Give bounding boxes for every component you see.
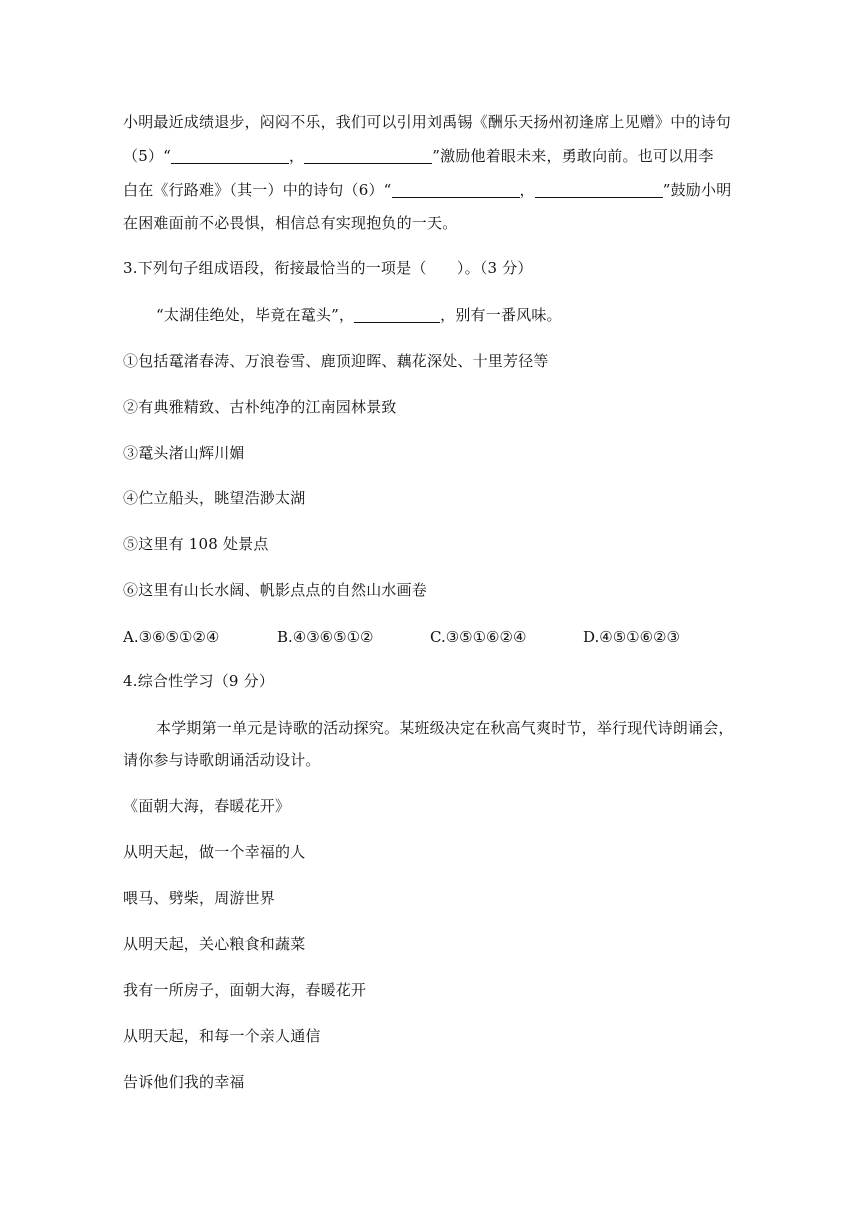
q3-item-5 xyxy=(123,534,269,554)
q4-intro-line-1 xyxy=(156,718,734,738)
q3-item-text: ③鼋头渚山辉川媚 xyxy=(123,444,245,462)
poem-line-text: 从明天起，和每一个亲人通信 xyxy=(123,1027,321,1045)
q3-item-2 xyxy=(123,397,397,417)
q3-option-label: B.④③⑥⑤①② xyxy=(277,628,374,646)
q2-text-3b: ， xyxy=(519,181,535,199)
q4-intro-text-1: 本学期第一单元是诗歌的活动探究。某班级决定在秋高气爽时节，举行现代诗朗诵会， xyxy=(156,719,734,737)
q4-intro-line-2 xyxy=(123,750,321,770)
poem-line-text: 我有一所房子，面朝大海，春暖花开 xyxy=(123,981,367,999)
q3-option-c[interactable] xyxy=(430,627,526,647)
poem-line-2 xyxy=(123,888,275,908)
poem-line-text: 从明天起，做一个幸福的人 xyxy=(123,843,306,861)
q4-intro-text-2: 请你参与诗歌朗诵活动设计。 xyxy=(123,751,321,769)
answer-blank-6a[interactable] xyxy=(392,181,520,198)
q2-text-2b: ， xyxy=(289,147,305,165)
q3-item-text: ②有典雅精致、古朴纯净的江南园林景致 xyxy=(123,398,397,416)
q3-item-6 xyxy=(123,580,427,600)
q2-text-2c: ”激励他着眼未来，勇敢向前。也可以用李 xyxy=(432,147,714,165)
poem-line-6 xyxy=(123,1072,245,1092)
q3-stem-b: ，别有一番风味。 xyxy=(440,306,562,324)
q3-item-text: ⑤这里有 108 处景点 xyxy=(123,535,269,553)
q3-item-4 xyxy=(123,488,305,508)
q3-item-text: ④伫立船头，眺望浩渺太湖 xyxy=(123,489,306,507)
q3-title-text: 3.下列句子组成语段，衔接最恰当的一项是（ ）。（3 分） xyxy=(123,259,533,277)
q3-stem xyxy=(156,305,562,325)
q2-text-2a: （5）“ xyxy=(123,147,172,165)
q3-option-d[interactable] xyxy=(583,627,680,647)
q3-item-text: ⑥这里有山长水阔、帆影点点的自然山水画卷 xyxy=(123,581,428,599)
q3-option-label: C.③⑤①⑥②④ xyxy=(430,628,527,646)
q3-title xyxy=(123,258,533,278)
poem-line-5 xyxy=(123,1026,321,1046)
q3-option-a[interactable] xyxy=(123,627,219,647)
q3-option-b[interactable] xyxy=(277,627,373,647)
q3-stem-blank[interactable] xyxy=(354,306,440,323)
poem-line-text: 从明天起，关心粮食和蔬菜 xyxy=(123,935,306,953)
q2-text-4: 在困难面前不必畏惧，相信总有实现抱负的一天。 xyxy=(123,214,458,232)
q3-option-label: A.③⑥⑤①②④ xyxy=(123,628,220,646)
poem-line-3 xyxy=(123,934,305,954)
q2-line-1 xyxy=(123,112,731,132)
q3-item-3 xyxy=(123,443,245,463)
poem-title xyxy=(123,796,290,816)
q4-title-text: 4.综合性学习（9 分） xyxy=(123,672,275,690)
poem-line-4 xyxy=(123,980,366,1000)
q2-line-2 xyxy=(123,146,714,166)
q3-stem-a: “太湖佳绝处，毕竟在鼋头”， xyxy=(156,306,355,324)
answer-blank-6b[interactable] xyxy=(535,181,663,198)
q2-text-3c: ”鼓励小明 xyxy=(662,181,732,199)
q4-title xyxy=(123,671,274,691)
answer-blank-5a[interactable] xyxy=(171,147,289,164)
q3-item-1 xyxy=(123,351,549,371)
poem-title-text: 《面朝大海，春暖花开》 xyxy=(123,797,291,815)
q2-text-3a: 白在《行路难》（其一）中的诗句（6）“ xyxy=(123,181,392,199)
q3-item-text: ①包括鼋渚春涛、万浪卷雪、鹿顶迎晖、藕花深处、十里芳径等 xyxy=(123,352,549,370)
q3-option-label: D.④⑤①⑥②③ xyxy=(583,628,680,646)
answer-blank-5b[interactable] xyxy=(304,147,432,164)
poem-line-1 xyxy=(123,842,305,862)
poem-line-text: 喂马、劈柴，周游世界 xyxy=(123,889,276,907)
q2-text-1: 小明最近成绩退步，闷闷不乐，我们可以引用刘禹锡《酬乐天扬州初逢席上见赠》中的诗句 xyxy=(123,113,732,131)
poem-line-text: 告诉他们我的幸福 xyxy=(123,1073,245,1091)
q2-line-3 xyxy=(123,180,731,200)
q2-line-4 xyxy=(123,213,457,233)
